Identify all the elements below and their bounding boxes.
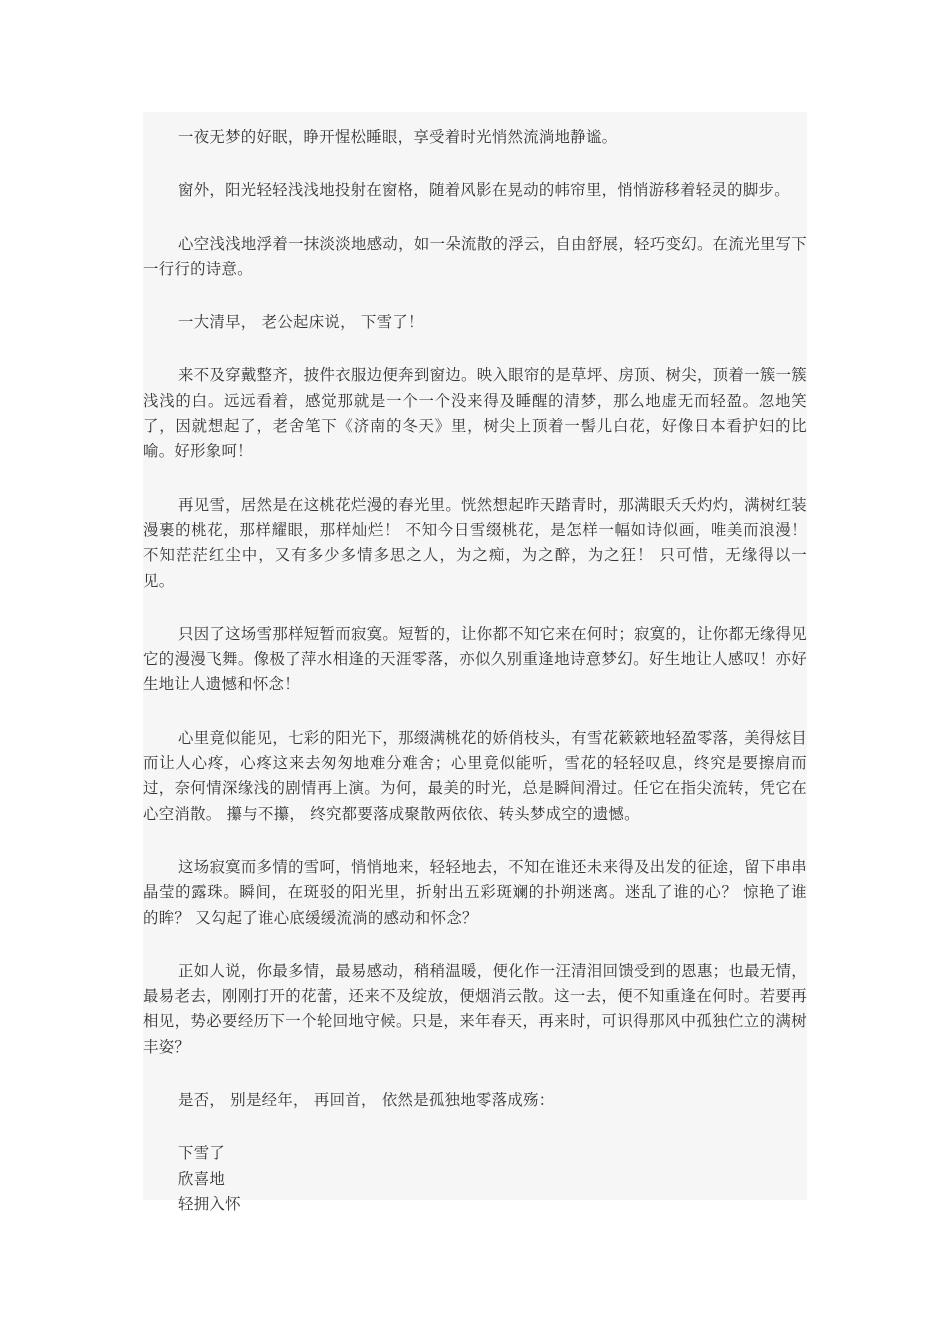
paragraph: 是否， 别是经年， 再回首， 依然是孤独地零落成殇：	[178, 1091, 555, 1110]
paragraph: 只因了这场雪那样短暂而寂寞。短暂的，让你都不知它来在何时；寂寞的，让你都无缘得见它的漫漫飞舞。像极了萍水相逢的天涯零落，亦似久别重逢地诗意梦幻。好生地让人感叹！亦好生地让人遗憾和怀念！	[143, 624, 807, 694]
poem-line: 下雪了	[178, 1144, 226, 1163]
paragraph: 正如人说，你最多情，最易感动，稍稍温暖，便化作一汪清泪回馈受到的恩惠；也最无情，最易老去，刚刚打开的花蕾，还来不及绽放，便烟消云散。这一去，便不知重逢在何时。若要再相见，势必要经历下一个轮回地守候。只是，来年春天，再来时，可识得那风中孤独伫立的满树丰姿？	[143, 961, 807, 1056]
paragraph: 心空浅浅地浮着一抹淡淡地感动，如一朵流散的浮云，自由舒展，轻巧变幻。在流光里写下一行行的诗意。	[143, 234, 807, 278]
poem-line: 轻拥入怀	[178, 1194, 241, 1213]
poem-line: 欣喜地	[178, 1169, 226, 1188]
paragraph: 这场寂寞而多情的雪呵，悄悄地来，轻轻地去，不知在谁还未来得及出发的征途，留下串串晶莹的露珠。瞬间，在斑驳的阳光里，折射出五彩斑斓的扑朔迷离。迷乱了谁的心？ 惊艳了谁的眸？ 又勾起了谁心底缓缓流淌的感动和怀念？	[143, 857, 807, 927]
paragraph: 一夜无梦的好眠，睁开惺松睡眼，享受着时光悄然流淌地静谧。	[178, 128, 618, 146]
paragraph: 再见雪，居然是在这桃花烂漫的春光里。恍然想起昨天踏青时，那满眼夭夭灼灼，满树红装漫裹的桃花，那样耀眼，那样灿烂！ 不知今日雪缀桃花，是怎样一幅如诗似画，唯美而浪漫！不知茫茫红尘中，又有多少多情多思之人，为之痴，为之醉，为之狂！ 只可惜，无缘得以一见。	[143, 495, 807, 590]
article-content	[143, 112, 807, 1217]
article-body	[143, 112, 807, 1213]
paragraph: 来不及穿戴整齐，披件衣服边便奔到窗边。映入眼帘的是草坪、房顶、树尖，顶着一簇一簇浅浅的白。远远看着，感觉那就是一个一个没来得及睡醒的清梦，那么地虚无而轻盈。忽地笑了，因就想起了，老舍笔下《济南的冬天》里，树尖上顶着一髻儿白花，好像日本看护妇的比喻。好形象呵！	[143, 366, 807, 461]
poem	[143, 1141, 807, 1217]
paragraph: 窗外，阳光轻轻浅浅地投射在窗格，随着风影在晃动的帏帘里，悄悄游移着轻灵的脚步。	[178, 181, 790, 200]
paragraph: 心里竟似能见，七彩的阳光下，那缀满桃花的娇俏枝头，有雪花簌簌地轻盈零落，美得炫目而让人心疼，心疼这来去匆匆地难分难舍；心里竟似能听，雪花的轻轻叹息，终究是要擦肩而过，奈何情深缘浅的剧情再上演。为何，最美的时光，总是瞬间滑过。任它在指尖流转，凭它在心空消散。 攥与不攥， 终究都要落成聚散两依依、转头梦成空的遗憾。	[143, 728, 807, 823]
paragraph: 一大清早， 老公起床说， 下雪了！	[178, 313, 424, 332]
